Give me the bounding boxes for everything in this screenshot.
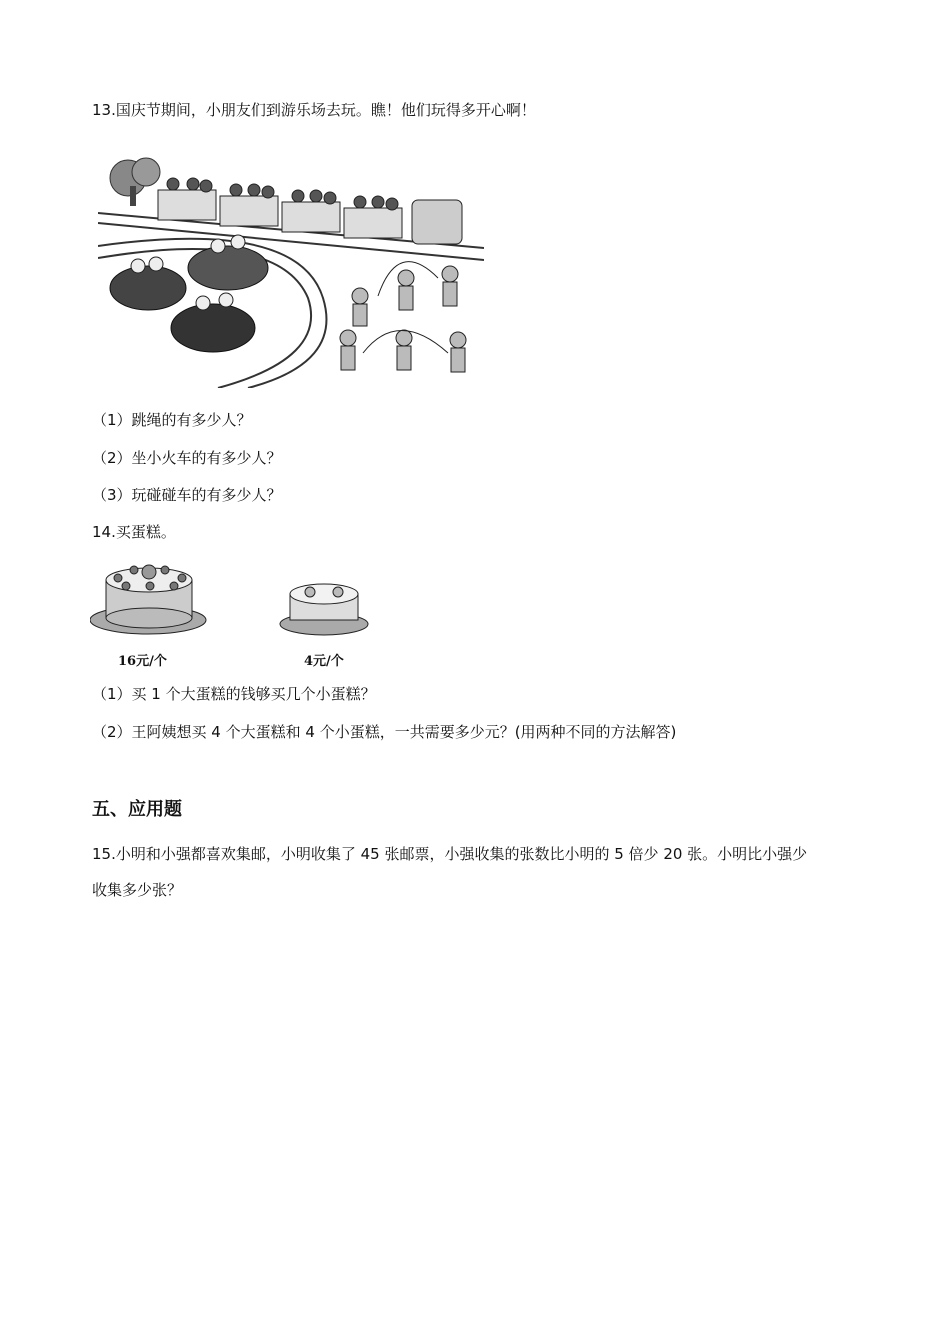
q13-title: 13.国庆节期间，小朋友们到游乐场去玩。瞧！他们玩得多开心啊！: [92, 101, 536, 119]
q14-sub1: （1）买 1 个大蛋糕的钱够买几个小蛋糕？: [92, 685, 376, 703]
cakes-illustration: [90, 556, 370, 668]
q13-sub3: （3）玩碰碰车的有多少人？: [92, 486, 282, 504]
q15-line2: 收集多少张？: [92, 881, 183, 899]
q13-sub2: （2）坐小火车的有多少人？: [92, 449, 282, 467]
small-cake-price: 4元/个: [304, 654, 344, 669]
q14-sub2: （2）王阿姨想买 4 个大蛋糕和 4 个小蛋糕，一共需要多少元？(用两种不同的方法解答): [92, 723, 677, 741]
playground-illustration: [98, 138, 484, 388]
q15-line1: 15.小明和小强都喜欢集邮，小明收集了 45 张邮票，小强收集的张数比小明的 5 倍少 20 张。小明比小强少: [92, 845, 808, 863]
playground-scene-icon: [98, 138, 484, 388]
cakes-icon: [90, 556, 370, 646]
q14-title: 14.买蛋糕。: [92, 523, 176, 541]
section-heading: 五、应用题: [92, 799, 182, 820]
q13-sub1: （1）跳绳的有多少人？: [92, 411, 252, 429]
big-cake-price: 16元/个: [118, 654, 167, 669]
